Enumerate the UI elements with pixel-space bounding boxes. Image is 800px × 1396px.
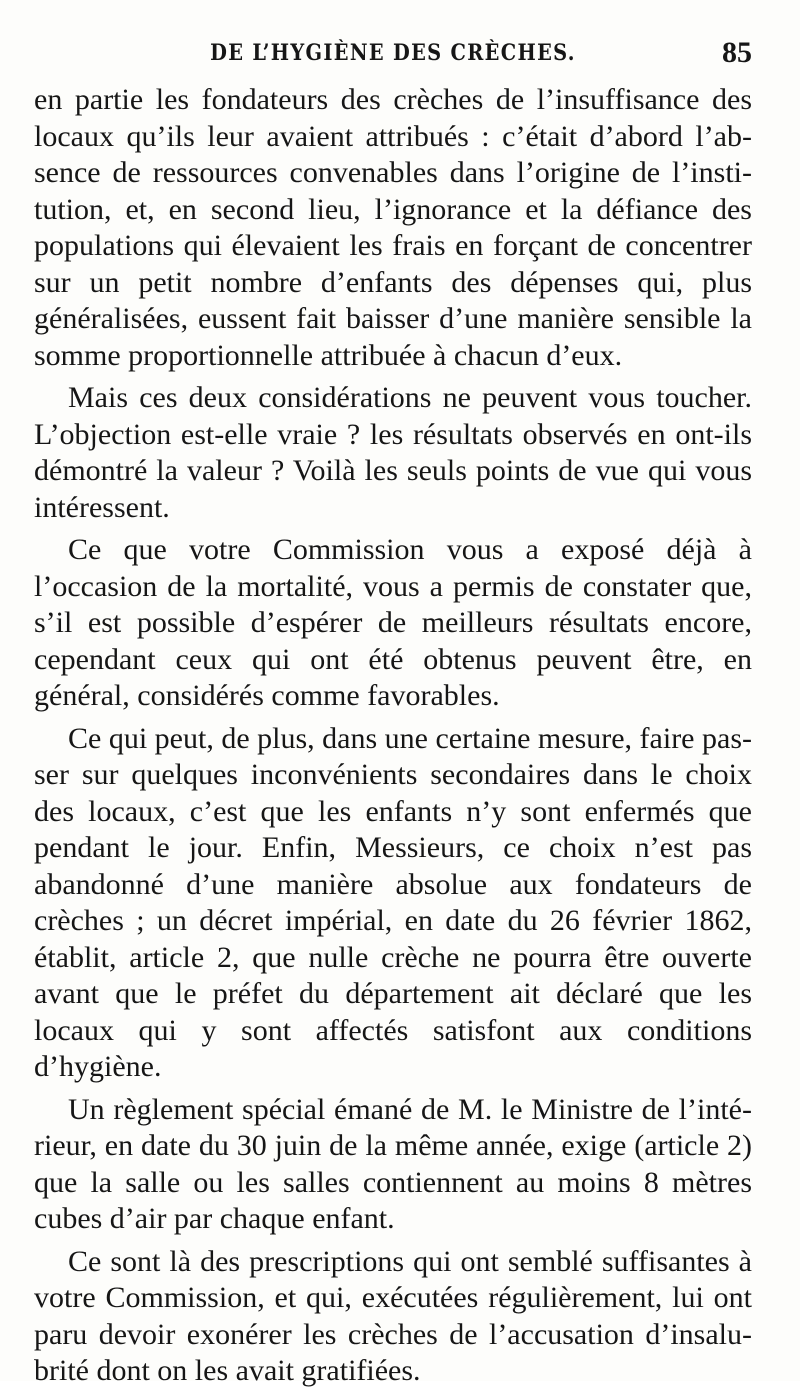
running-title: DE L’HYGIÈNE DES CRÈCHES.: [210, 40, 576, 66]
body-text: [34, 82, 752, 1396]
paragraph-5: Un règlement spécial émané de M. le Ministre de l’intérieur, en date du 30 juin de la même année, exige (article 2) que la salle ou les salles contiennent au moins 8 mètres cubes d’air par chaque enfant.: [34, 1092, 752, 1235]
paragraph-2: Mais ces deux considérations ne peuvent vous toucher. L’objection est-elle vraie ? les résultats observés en ont-ils démontré la valeur ? Voilà les seuls points de vue qui vous intéressent.: [34, 381, 752, 524]
paragraph-6: Ce sont là des prescriptions qui ont semblé suffisantes à votre Commission, et qui, exécutées régulièrement, lui ont paru devoir exonérer les crèches de l’accusation d’insalubrité dont on les avait gratifiées.: [34, 1244, 752, 1387]
running-head: [34, 36, 752, 76]
page-number: 85: [722, 36, 752, 69]
paragraph-4: Ce qui peut, de plus, dans une certaine mesure, faire passer sur quelques inconvénients secondaires dans le choix des locaux, c’est que les enfants n’y sont enfermés que pendant le jour. Enfin, Messieurs, ce choix n’est pas abandonné d’une manière absolue aux fondateurs de crèches ; un décret impérial, en date du 26 février 1862, établit, article 2, que nulle crèche ne pourra être ouverte avant que le préfet du département ait déclaré que les locaux qui y sont affectés satisfont aux conditions d’hygiène.: [34, 721, 752, 1083]
paragraph-1: en partie les fondateurs des crèches de l’insuffisance des locaux qu’ils leur avaient attribués : c’était d’abord l’absence de ressources convenables dans l’origine de l’institution, et, en second lieu, l’ignorance et la défiance des populations qui élevaient les frais en forçant de concentrer sur un petit nombre d’enfants des dépenses qui, plus généralisées, eussent fait baisser d’une manière sensible la somme proportionnelle attribuée à chacun d’eux.: [34, 83, 752, 372]
paragraph-3: Ce que votre Commission vous a exposé déjà à l’occasion de la mortalité, vous a permis de constater que, s’il est possible d’espérer de meilleurs résultats encore, cependant ceux qui ont été obtenus peuvent être, en général, considérés comme favorables.: [34, 533, 752, 712]
